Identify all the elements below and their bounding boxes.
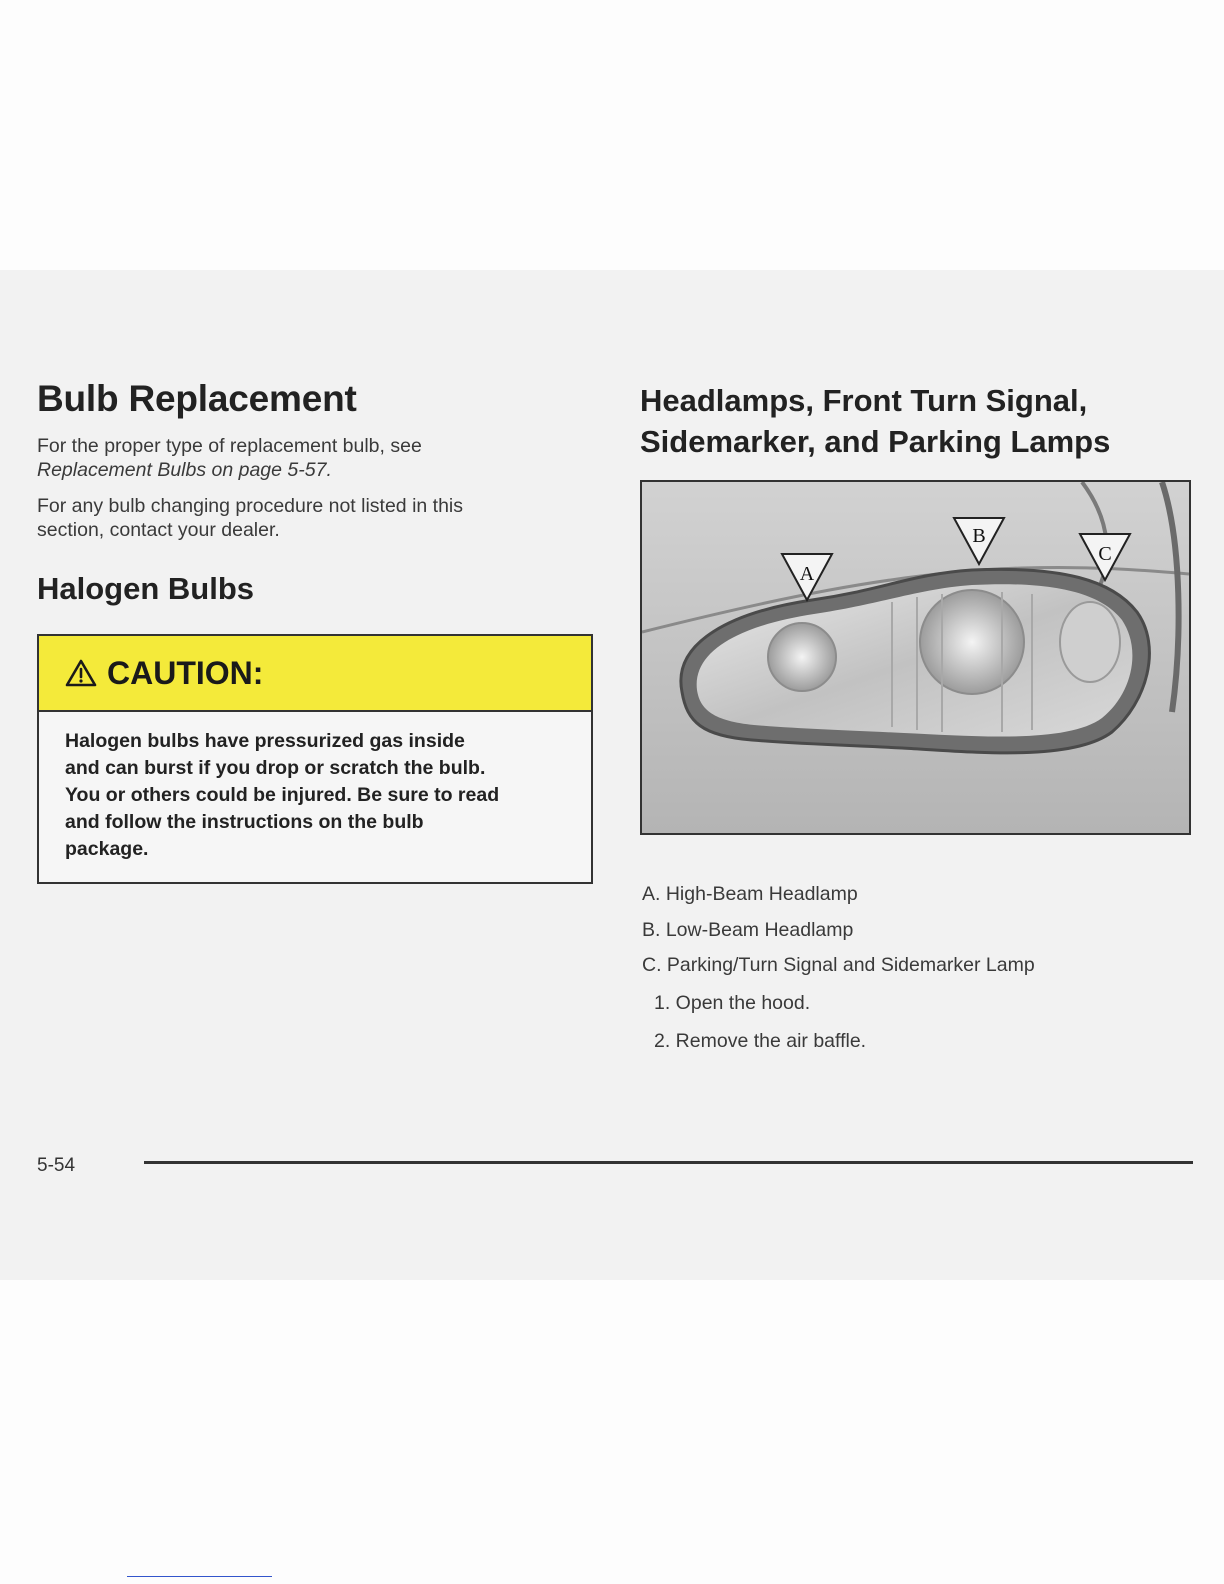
caution-header: [39, 636, 591, 712]
caution-line: and can burst if you drop or scratch the bulb.: [65, 757, 486, 779]
callout-a-label: A: [799, 563, 815, 585]
intro-paragraph: [37, 434, 557, 482]
headlamp-photo: [640, 480, 1191, 835]
legend-item-c: C. Parking/Turn Signal and Sidemarker Lamp: [642, 954, 1035, 976]
headlamps-heading-line-2: Sidemarker, and Parking Lamps: [640, 424, 1111, 459]
caution-line: package.: [65, 838, 149, 860]
dealer-line-2: section, contact your dealer.: [37, 519, 280, 541]
caution-line: and follow the instructions on the bulb: [65, 811, 424, 833]
warning-triangle-icon: [65, 659, 97, 687]
caution-title: CAUTION:: [107, 654, 264, 691]
caution-line: Halogen bulbs have pressurized gas inside: [65, 730, 465, 752]
dealer-line-1: For any bulb changing procedure not listed in this: [37, 495, 464, 517]
intro-text: For the proper type of replacement bulb, see: [37, 435, 422, 457]
page-title: Bulb Replacement: [37, 378, 357, 419]
headlamps-heading-line-1: Headlamps, Front Turn Signal,: [640, 383, 1088, 418]
headlamp-illustration: [642, 482, 1189, 833]
step-item: 1. Open the hood.: [654, 992, 811, 1014]
headlamps-heading: [640, 380, 1110, 462]
legend-item-b: B. Low-Beam Headlamp: [642, 919, 854, 941]
link-underline: [127, 1576, 272, 1577]
caution-line: You or others could be injured. Be sure to read: [65, 784, 500, 806]
dealer-paragraph: [37, 494, 557, 542]
halogen-bulbs-heading: Halogen Bulbs: [37, 571, 255, 606]
intro-reference-link[interactable]: Replacement Bulbs on page 5-57.: [37, 459, 332, 481]
footer-rule: [144, 1161, 1193, 1164]
callout-b-label: B: [972, 525, 986, 547]
step-item: 2. Remove the air baffle.: [654, 1030, 867, 1052]
caution-box: [37, 634, 593, 884]
caution-body: [39, 712, 591, 863]
page-number: 5-54: [37, 1155, 76, 1176]
callout-c-label: C: [1098, 543, 1112, 565]
legend-item-a: A. High-Beam Headlamp: [642, 883, 858, 905]
